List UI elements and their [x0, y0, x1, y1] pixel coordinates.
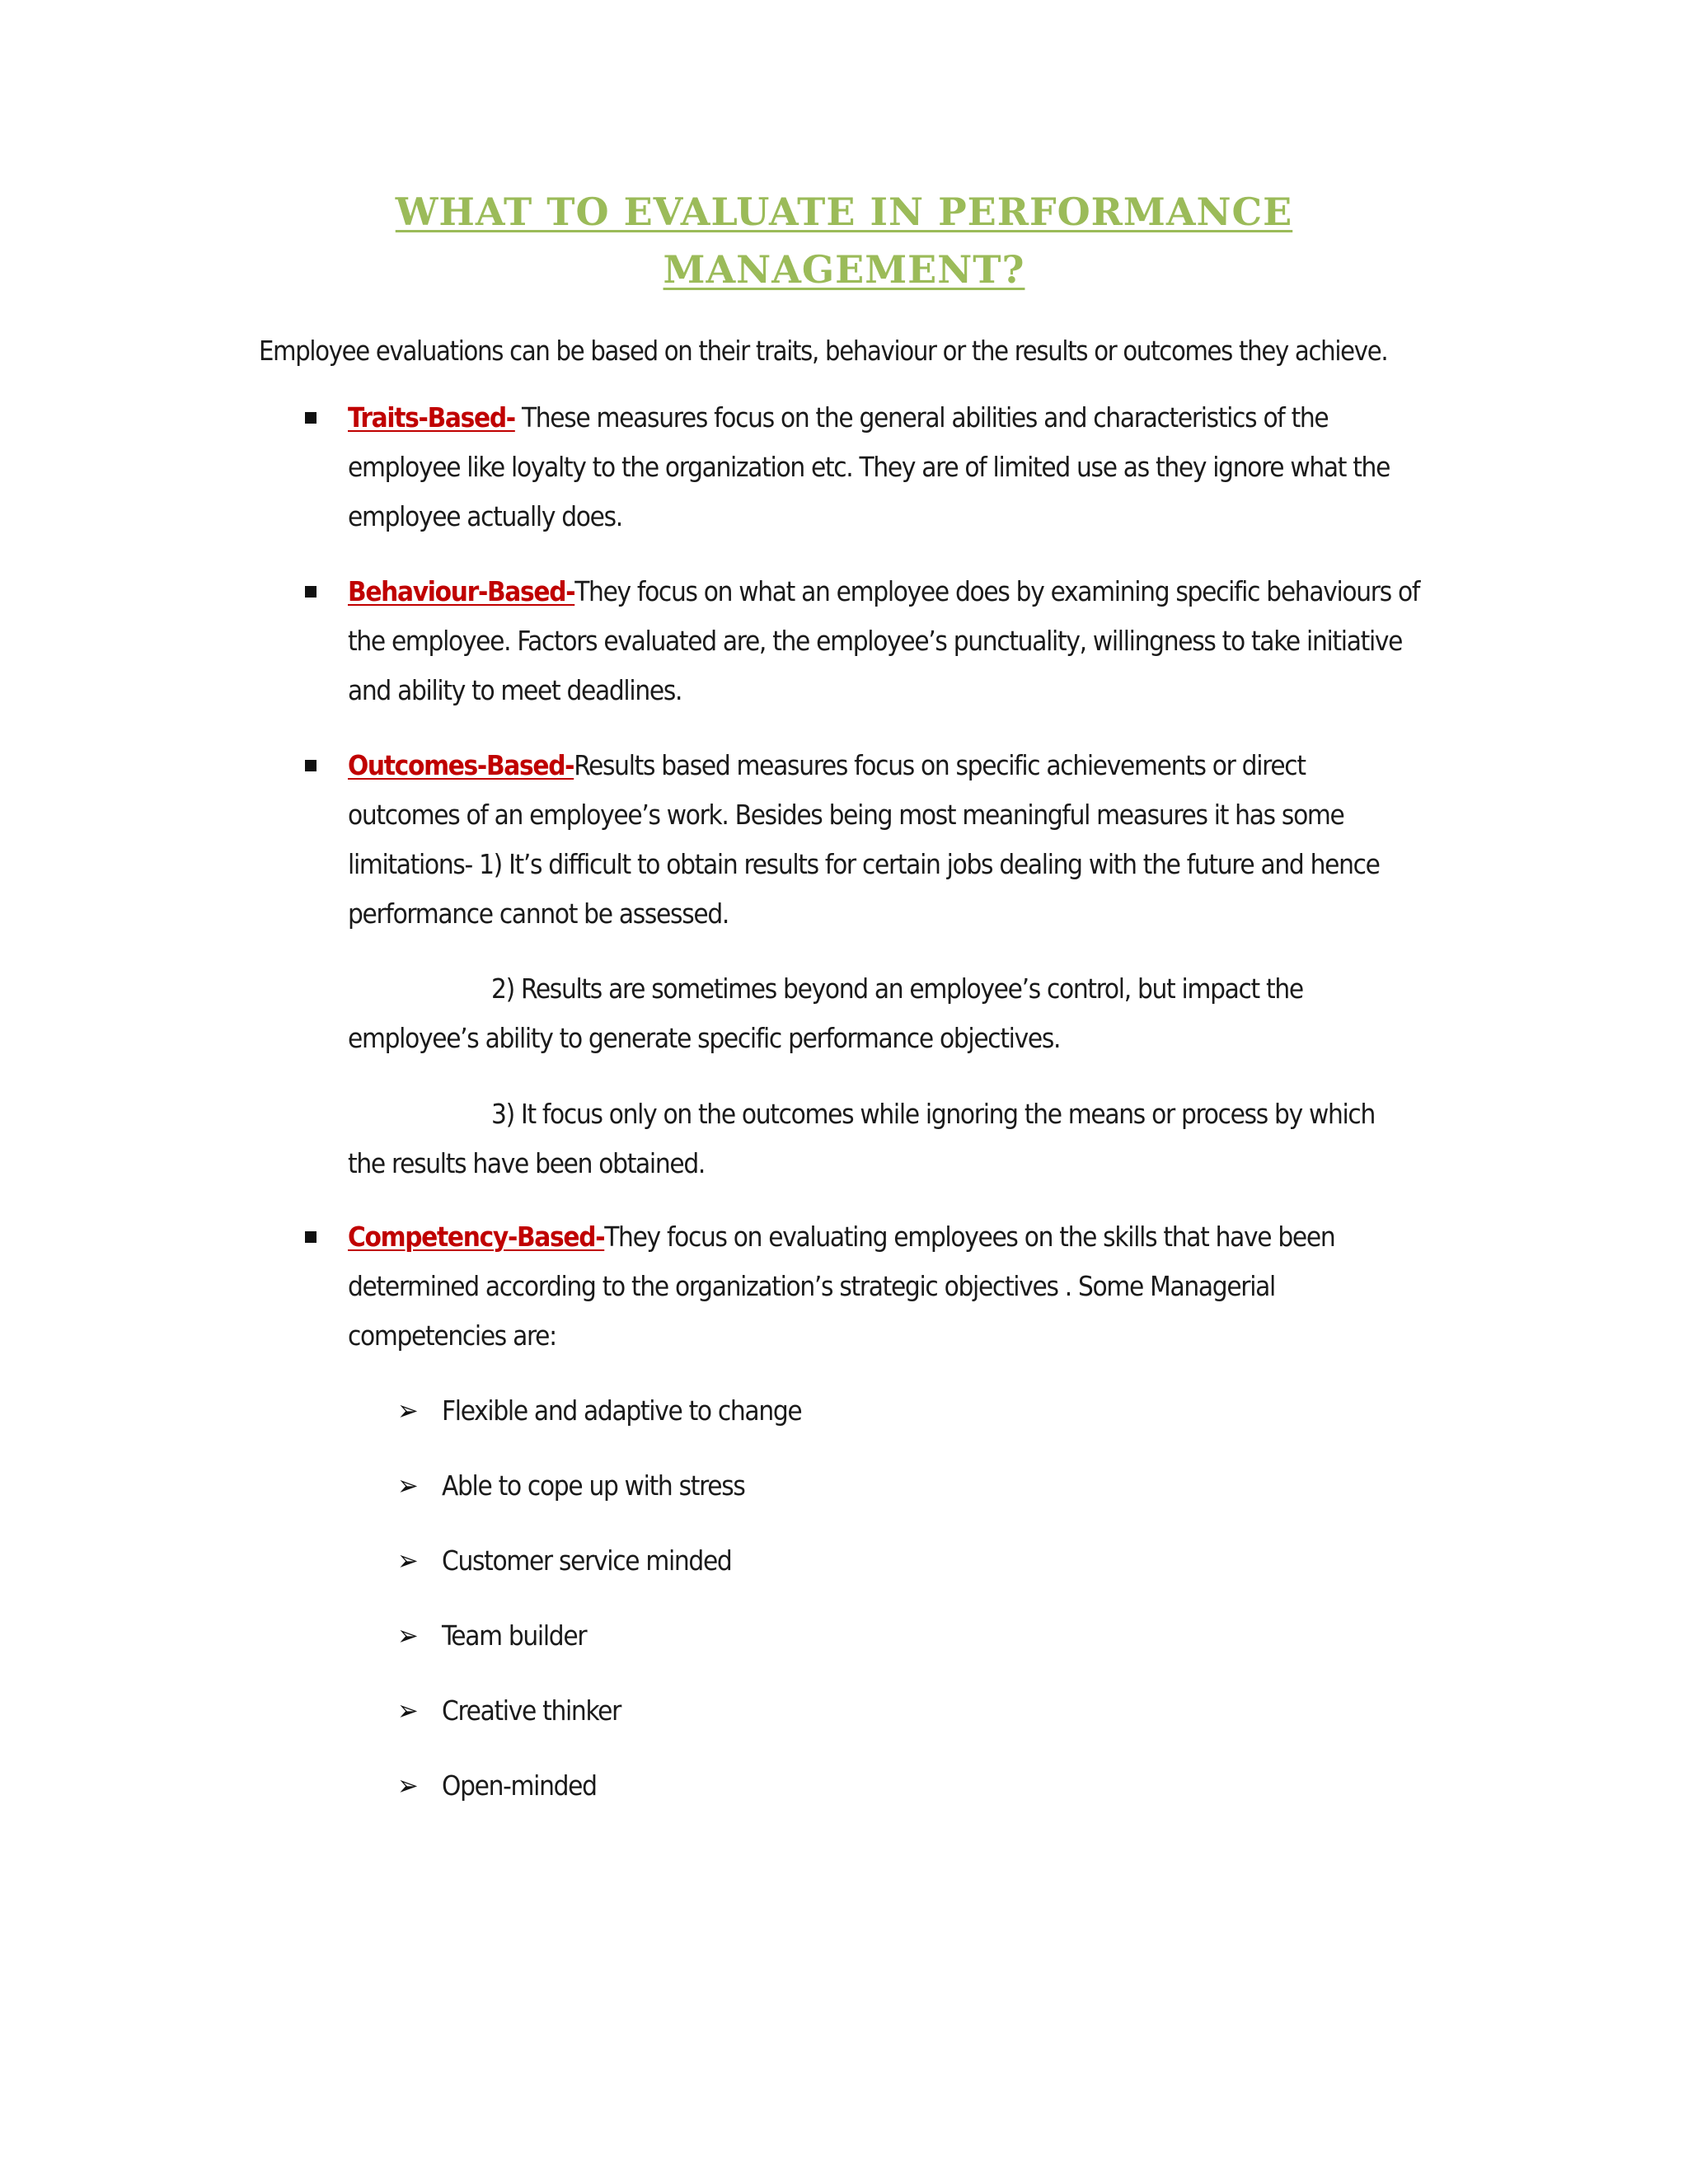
arrow-bullet-icon: ➢ — [397, 1694, 419, 1727]
section-text: employee actually does. — [348, 500, 622, 532]
section-outcomes — [348, 741, 1436, 939]
outcomes-point-2 — [348, 964, 1436, 1063]
competency-item: Customer service minded — [442, 1544, 732, 1577]
title-line-1: WHAT TO EVALUATE IN PERFORMANCE — [395, 190, 1293, 234]
arrow-bullet-icon: ➢ — [397, 1394, 419, 1427]
competency-item: Team builder — [442, 1619, 587, 1652]
title-line-2: MANAGEMENT? — [663, 247, 1025, 292]
arrow-bullet-icon: ➢ — [397, 1619, 419, 1652]
arrow-bullet-icon: ➢ — [397, 1769, 419, 1802]
section-label: Outcomes-Based- — [348, 749, 574, 781]
section-competency — [348, 1212, 1436, 1361]
section-text: competencies are: — [348, 1319, 556, 1352]
bullet-icon — [305, 412, 316, 424]
arrow-bullet-icon: ➢ — [397, 1544, 419, 1577]
competency-item: Able to cope up with stress — [442, 1469, 745, 1502]
bullet-icon — [305, 586, 316, 598]
point-text: 2) Results are sometimes beyond an employee’s control, but impact the — [491, 972, 1303, 1005]
section-text: determined according to the organization’s strategic objectives . Some Managerial — [348, 1270, 1275, 1302]
outcomes-point-3 — [348, 1090, 1436, 1188]
arrow-bullet-icon: ➢ — [397, 1469, 419, 1502]
section-label: Behaviour-Based- — [348, 575, 575, 607]
section-text: limitations- 1) It’s difficult to obtain results for certain jobs dealing with the future and hence — [348, 848, 1380, 880]
point-text: employee’s ability to generate specific performance objectives. — [348, 1022, 1061, 1054]
section-text: Results based measures focus on specific achievements or direct — [574, 749, 1306, 781]
competency-item: Flexible and adaptive to change — [442, 1394, 802, 1427]
intro-paragraph: Employee evaluations can be based on their traits, behaviour or the results or outcomes they achieve. — [259, 335, 1388, 367]
section-text: employee like loyalty to the organization etc. They are of limited use as they ignore what the — [348, 451, 1390, 483]
competency-item: Open-minded — [442, 1769, 597, 1802]
point-text: the results have been obtained. — [348, 1147, 706, 1179]
section-text: They focus on what an employee does by examining specific behaviours of — [574, 575, 1420, 607]
bullet-icon — [305, 1231, 316, 1243]
competency-item: Creative thinker — [442, 1694, 621, 1727]
section-behaviour — [348, 567, 1436, 715]
page-title — [247, 183, 1441, 298]
section-label: Traits-Based- — [348, 401, 515, 434]
section-text: These measures focus on the general abilities and characteristics of the — [514, 401, 1329, 434]
bullet-icon — [305, 760, 316, 771]
section-text: the employee. Factors evaluated are, the employee’s punctuality, willingness to take initiative — [348, 625, 1403, 657]
section-label: Competency-Based- — [348, 1221, 605, 1253]
section-text: performance cannot be assessed. — [348, 898, 729, 930]
section-text: outcomes of an employee’s work. Besides being most meaningful measures it has some — [348, 799, 1344, 831]
section-traits — [348, 393, 1436, 541]
section-text: They focus on evaluating employees on the skills that have been — [604, 1221, 1335, 1253]
point-text: 3) It focus only on the outcomes while ignoring the means or process by which — [491, 1098, 1375, 1130]
section-text: and ability to meet deadlines. — [348, 674, 682, 706]
